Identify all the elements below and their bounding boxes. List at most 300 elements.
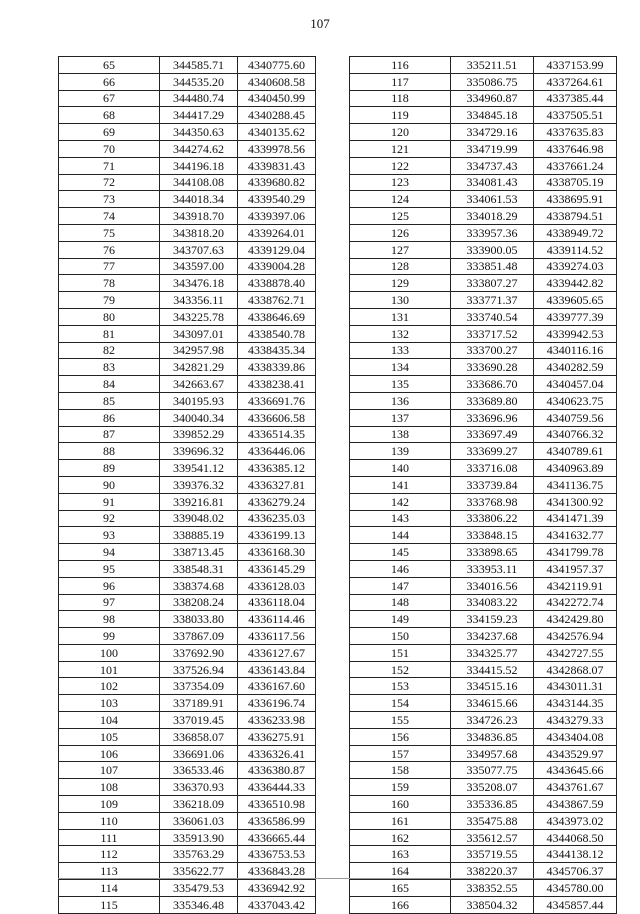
- table-row: [59, 644, 316, 661]
- point-number-cell: 162: [350, 829, 451, 846]
- x-coordinate-cell: 333699.27: [451, 443, 534, 460]
- table-row: [59, 678, 316, 695]
- y-coordinate-cell: 4337505.51: [534, 107, 617, 124]
- y-coordinate-cell: 4343973.02: [534, 812, 617, 829]
- y-coordinate-cell: 4336665.44: [238, 829, 316, 846]
- table-row: [59, 728, 316, 745]
- x-coordinate-cell: 335077.75: [451, 762, 534, 779]
- point-number-cell: 104: [59, 712, 160, 729]
- table-row: [350, 359, 617, 376]
- y-coordinate-cell: 4337635.83: [534, 124, 617, 141]
- table-row: [59, 577, 316, 594]
- table-row: [59, 560, 316, 577]
- x-coordinate-cell: 333851.48: [451, 258, 534, 275]
- table-row: [350, 292, 617, 309]
- x-coordinate-cell: 338504.32: [451, 896, 534, 913]
- y-coordinate-cell: 4338949.72: [534, 224, 617, 241]
- table-row: [59, 174, 316, 191]
- x-coordinate-cell: 333900.05: [451, 241, 534, 258]
- table-row: [350, 107, 617, 124]
- point-number-cell: 122: [350, 157, 451, 174]
- x-coordinate-cell: 334415.52: [451, 661, 534, 678]
- table-row: [350, 275, 617, 292]
- table-row: [350, 392, 617, 409]
- y-coordinate-cell: 4336586.99: [238, 812, 316, 829]
- x-coordinate-cell: 333768.98: [451, 493, 534, 510]
- point-number-cell: 75: [59, 224, 160, 241]
- point-number-cell: 123: [350, 174, 451, 191]
- table-row: [350, 493, 617, 510]
- x-coordinate-cell: 336061.03: [160, 812, 238, 829]
- point-number-cell: 69: [59, 124, 160, 141]
- y-coordinate-cell: 4340963.89: [534, 460, 617, 477]
- y-coordinate-cell: 4339978.56: [238, 140, 316, 157]
- table-row: [59, 661, 316, 678]
- point-number-cell: 165: [350, 880, 451, 897]
- table-row: [350, 57, 617, 74]
- x-coordinate-cell: 333689.80: [451, 392, 534, 409]
- y-coordinate-cell: 4343144.35: [534, 695, 617, 712]
- point-number-cell: 160: [350, 796, 451, 813]
- x-coordinate-cell: 335612.57: [451, 829, 534, 846]
- x-coordinate-cell: 339541.12: [160, 460, 238, 477]
- x-coordinate-cell: 333717.52: [451, 325, 534, 342]
- point-number-cell: 83: [59, 359, 160, 376]
- point-number-cell: 73: [59, 191, 160, 208]
- x-coordinate-cell: 334018.29: [451, 208, 534, 225]
- y-coordinate-cell: 4336143.84: [238, 661, 316, 678]
- y-coordinate-cell: 4336279.24: [238, 493, 316, 510]
- point-number-cell: 127: [350, 241, 451, 258]
- y-coordinate-cell: 4338878.40: [238, 275, 316, 292]
- x-coordinate-cell: 333957.36: [451, 224, 534, 241]
- y-coordinate-cell: 4340282.59: [534, 359, 617, 376]
- y-coordinate-cell: 4339605.65: [534, 292, 617, 309]
- point-number-cell: 106: [59, 745, 160, 762]
- table-row: [350, 560, 617, 577]
- x-coordinate-cell: 344108.08: [160, 174, 238, 191]
- table-row: [350, 577, 617, 594]
- y-coordinate-cell: 4340623.75: [534, 392, 617, 409]
- table-row: [59, 812, 316, 829]
- point-number-cell: 85: [59, 392, 160, 409]
- y-coordinate-cell: 4336446.06: [238, 443, 316, 460]
- x-coordinate-cell: 338220.37: [451, 863, 534, 880]
- x-coordinate-cell: 334237.68: [451, 628, 534, 645]
- y-coordinate-cell: 4341957.37: [534, 560, 617, 577]
- table-row: [59, 73, 316, 90]
- x-coordinate-cell: 343818.20: [160, 224, 238, 241]
- y-coordinate-cell: 4339264.01: [238, 224, 316, 241]
- table-row: [59, 493, 316, 510]
- x-coordinate-cell: 333739.84: [451, 476, 534, 493]
- x-coordinate-cell: 333696.96: [451, 409, 534, 426]
- x-coordinate-cell: 339216.81: [160, 493, 238, 510]
- table-row: [350, 846, 617, 863]
- x-coordinate-cell: 334325.77: [451, 644, 534, 661]
- y-coordinate-cell: 4339442.82: [534, 275, 617, 292]
- x-coordinate-cell: 335622.77: [160, 863, 238, 880]
- table-row: [350, 208, 617, 225]
- point-number-cell: 151: [350, 644, 451, 661]
- table-row: [350, 191, 617, 208]
- point-number-cell: 148: [350, 594, 451, 611]
- point-number-cell: 88: [59, 443, 160, 460]
- x-coordinate-cell: 344274.62: [160, 140, 238, 157]
- point-number-cell: 154: [350, 695, 451, 712]
- y-coordinate-cell: 4336606.58: [238, 409, 316, 426]
- y-coordinate-cell: 4336275.91: [238, 728, 316, 745]
- table-row: [350, 426, 617, 443]
- x-coordinate-cell: 334719.99: [451, 140, 534, 157]
- point-number-cell: 126: [350, 224, 451, 241]
- x-coordinate-cell: 343476.18: [160, 275, 238, 292]
- y-coordinate-cell: 4340457.04: [534, 376, 617, 393]
- x-coordinate-cell: 339696.32: [160, 443, 238, 460]
- y-coordinate-cell: 4336118.04: [238, 594, 316, 611]
- x-coordinate-cell: 335208.07: [451, 779, 534, 796]
- table-row: [59, 829, 316, 846]
- y-coordinate-cell: 4344068.50: [534, 829, 617, 846]
- point-number-cell: 82: [59, 342, 160, 359]
- point-number-cell: 105: [59, 728, 160, 745]
- y-coordinate-cell: 4345857.44: [534, 896, 617, 913]
- y-coordinate-cell: 4337153.99: [534, 57, 617, 74]
- table-row: [350, 611, 617, 628]
- point-number-cell: 124: [350, 191, 451, 208]
- y-coordinate-cell: 4336691.76: [238, 392, 316, 409]
- point-number-cell: 111: [59, 829, 160, 846]
- point-number-cell: 87: [59, 426, 160, 443]
- point-number-cell: 125: [350, 208, 451, 225]
- point-number-cell: 97: [59, 594, 160, 611]
- y-coordinate-cell: 4336514.35: [238, 426, 316, 443]
- y-coordinate-cell: 4338238.41: [238, 376, 316, 393]
- point-number-cell: 161: [350, 812, 451, 829]
- x-coordinate-cell: 334081.43: [451, 174, 534, 191]
- y-coordinate-cell: 4342272.74: [534, 594, 617, 611]
- point-number-cell: 137: [350, 409, 451, 426]
- table-row: [350, 460, 617, 477]
- x-coordinate-cell: 333898.65: [451, 544, 534, 561]
- point-number-cell: 91: [59, 493, 160, 510]
- table-row: [350, 779, 617, 796]
- table-row: [59, 846, 316, 863]
- point-number-cell: 99: [59, 628, 160, 645]
- table-row: [350, 174, 617, 191]
- y-coordinate-cell: 4342576.94: [534, 628, 617, 645]
- point-number-cell: 94: [59, 544, 160, 561]
- table-row: [350, 73, 617, 90]
- y-coordinate-cell: 4339129.04: [238, 241, 316, 258]
- x-coordinate-cell: 334515.16: [451, 678, 534, 695]
- table-row: [59, 392, 316, 409]
- y-coordinate-cell: 4340608.58: [238, 73, 316, 90]
- point-number-cell: 118: [350, 90, 451, 107]
- table-row: [59, 796, 316, 813]
- y-coordinate-cell: 4336233.98: [238, 712, 316, 729]
- y-coordinate-cell: 4339274.03: [534, 258, 617, 275]
- point-number-cell: 121: [350, 140, 451, 157]
- x-coordinate-cell: 337354.09: [160, 678, 238, 695]
- point-number-cell: 77: [59, 258, 160, 275]
- y-coordinate-cell: 4340135.62: [238, 124, 316, 141]
- point-number-cell: 86: [59, 409, 160, 426]
- point-number-cell: 71: [59, 157, 160, 174]
- x-coordinate-cell: 343225.78: [160, 308, 238, 325]
- table-row: [59, 342, 316, 359]
- point-number-cell: 65: [59, 57, 160, 74]
- table-row: [59, 460, 316, 477]
- y-coordinate-cell: 4336117.56: [238, 628, 316, 645]
- x-coordinate-cell: 334960.87: [451, 90, 534, 107]
- point-number-cell: 150: [350, 628, 451, 645]
- point-number-cell: 143: [350, 510, 451, 527]
- table-row: [59, 628, 316, 645]
- y-coordinate-cell: 4344138.12: [534, 846, 617, 863]
- table-row: [350, 342, 617, 359]
- x-coordinate-cell: 343918.70: [160, 208, 238, 225]
- y-coordinate-cell: 4339680.82: [238, 174, 316, 191]
- y-coordinate-cell: 4340775.60: [238, 57, 316, 74]
- y-coordinate-cell: 4338762.71: [238, 292, 316, 309]
- point-number-cell: 155: [350, 712, 451, 729]
- point-number-cell: 115: [59, 896, 160, 913]
- table-row: [59, 107, 316, 124]
- x-coordinate-cell: 336691.06: [160, 745, 238, 762]
- point-number-cell: 81: [59, 325, 160, 342]
- point-number-cell: 158: [350, 762, 451, 779]
- y-coordinate-cell: 4339397.06: [238, 208, 316, 225]
- y-coordinate-cell: 4339942.53: [534, 325, 617, 342]
- table-row: [59, 712, 316, 729]
- y-coordinate-cell: 4341632.77: [534, 527, 617, 544]
- point-number-cell: 142: [350, 493, 451, 510]
- point-number-cell: 70: [59, 140, 160, 157]
- table-row: [350, 90, 617, 107]
- y-coordinate-cell: 4338794.51: [534, 208, 617, 225]
- y-coordinate-cell: 4343867.59: [534, 796, 617, 813]
- table-row: [59, 426, 316, 443]
- x-coordinate-cell: 335719.55: [451, 846, 534, 863]
- table-row: [350, 628, 617, 645]
- y-coordinate-cell: 4336843.28: [238, 863, 316, 880]
- x-coordinate-cell: 333686.70: [451, 376, 534, 393]
- table-row: [59, 292, 316, 309]
- table-row: [59, 544, 316, 561]
- table-row: [350, 796, 617, 813]
- point-number-cell: 147: [350, 577, 451, 594]
- table-row: [350, 241, 617, 258]
- table-row: [59, 157, 316, 174]
- x-coordinate-cell: 342821.29: [160, 359, 238, 376]
- x-coordinate-cell: 335763.29: [160, 846, 238, 863]
- table-row: [59, 124, 316, 141]
- y-coordinate-cell: 4343529.97: [534, 745, 617, 762]
- point-number-cell: 117: [350, 73, 451, 90]
- point-number-cell: 79: [59, 292, 160, 309]
- x-coordinate-cell: 338208.24: [160, 594, 238, 611]
- point-number-cell: 119: [350, 107, 451, 124]
- x-coordinate-cell: 338352.55: [451, 880, 534, 897]
- y-coordinate-cell: 4345780.00: [534, 880, 617, 897]
- x-coordinate-cell: 337189.91: [160, 695, 238, 712]
- x-coordinate-cell: 335346.48: [160, 896, 238, 913]
- table-row: [350, 527, 617, 544]
- y-coordinate-cell: 4336235.03: [238, 510, 316, 527]
- table-row: [350, 880, 617, 897]
- point-number-cell: 157: [350, 745, 451, 762]
- point-number-cell: 144: [350, 527, 451, 544]
- point-number-cell: 107: [59, 762, 160, 779]
- table-row: [350, 224, 617, 241]
- y-coordinate-cell: 4336168.30: [238, 544, 316, 561]
- y-coordinate-cell: 4338435.34: [238, 342, 316, 359]
- y-coordinate-cell: 4338646.69: [238, 308, 316, 325]
- y-coordinate-cell: 4343279.33: [534, 712, 617, 729]
- y-coordinate-cell: 4343011.31: [534, 678, 617, 695]
- table-row: [350, 376, 617, 393]
- table-row: [59, 57, 316, 74]
- x-coordinate-cell: 344018.34: [160, 191, 238, 208]
- table-row: [350, 308, 617, 325]
- table-row: [350, 325, 617, 342]
- x-coordinate-cell: 337019.45: [160, 712, 238, 729]
- y-coordinate-cell: 4342119.91: [534, 577, 617, 594]
- point-number-cell: 163: [350, 846, 451, 863]
- y-coordinate-cell: 4341300.92: [534, 493, 617, 510]
- y-coordinate-cell: 4340288.45: [238, 107, 316, 124]
- x-coordinate-cell: 337867.09: [160, 628, 238, 645]
- point-number-cell: 159: [350, 779, 451, 796]
- y-coordinate-cell: 4336128.03: [238, 577, 316, 594]
- x-coordinate-cell: 344585.71: [160, 57, 238, 74]
- y-coordinate-cell: 4339114.52: [534, 241, 617, 258]
- y-coordinate-cell: 4339777.39: [534, 308, 617, 325]
- table-row: [350, 510, 617, 527]
- point-number-cell: 67: [59, 90, 160, 107]
- x-coordinate-cell: 336218.09: [160, 796, 238, 813]
- table-row: [59, 527, 316, 544]
- table-row: [59, 779, 316, 796]
- table-row: [59, 510, 316, 527]
- point-number-cell: 76: [59, 241, 160, 258]
- y-coordinate-cell: 4341136.75: [534, 476, 617, 493]
- y-coordinate-cell: 4339540.29: [238, 191, 316, 208]
- y-coordinate-cell: 4345706.37: [534, 863, 617, 880]
- point-number-cell: 139: [350, 443, 451, 460]
- x-coordinate-cell: 338548.31: [160, 560, 238, 577]
- x-coordinate-cell: 340195.93: [160, 392, 238, 409]
- y-coordinate-cell: 4337646.98: [534, 140, 617, 157]
- table-row: [350, 829, 617, 846]
- x-coordinate-cell: 337692.90: [160, 644, 238, 661]
- table-row: [350, 745, 617, 762]
- point-number-cell: 101: [59, 661, 160, 678]
- point-number-cell: 72: [59, 174, 160, 191]
- point-number-cell: 112: [59, 846, 160, 863]
- table-row: [350, 661, 617, 678]
- table-row: [59, 275, 316, 292]
- x-coordinate-cell: 344417.29: [160, 107, 238, 124]
- table-row: [350, 157, 617, 174]
- x-coordinate-cell: 343707.63: [160, 241, 238, 258]
- table-row: [59, 308, 316, 325]
- table-row: [59, 325, 316, 342]
- table-row: [350, 678, 617, 695]
- y-coordinate-cell: 4336385.12: [238, 460, 316, 477]
- y-coordinate-cell: 4336380.87: [238, 762, 316, 779]
- x-coordinate-cell: 338713.45: [160, 544, 238, 561]
- x-coordinate-cell: 340040.34: [160, 409, 238, 426]
- y-coordinate-cell: 4339831.43: [238, 157, 316, 174]
- y-coordinate-cell: 4338695.91: [534, 191, 617, 208]
- point-number-cell: 95: [59, 560, 160, 577]
- point-number-cell: 74: [59, 208, 160, 225]
- x-coordinate-cell: 342957.98: [160, 342, 238, 359]
- y-coordinate-cell: 4336326.41: [238, 745, 316, 762]
- x-coordinate-cell: 335086.75: [451, 73, 534, 90]
- y-coordinate-cell: 4340116.16: [534, 342, 617, 359]
- bottom-rule: [58, 878, 616, 879]
- table-row: [350, 812, 617, 829]
- y-coordinate-cell: 4340450.99: [238, 90, 316, 107]
- x-coordinate-cell: 343097.01: [160, 325, 238, 342]
- x-coordinate-cell: 333700.27: [451, 342, 534, 359]
- x-coordinate-cell: 334729.16: [451, 124, 534, 141]
- x-coordinate-cell: 334836.85: [451, 728, 534, 745]
- table-row: [59, 880, 316, 897]
- x-coordinate-cell: 335479.53: [160, 880, 238, 897]
- table-row: [59, 90, 316, 107]
- x-coordinate-cell: 337526.94: [160, 661, 238, 678]
- point-number-cell: 98: [59, 611, 160, 628]
- point-number-cell: 131: [350, 308, 451, 325]
- table-row: [59, 594, 316, 611]
- y-coordinate-cell: 4341799.78: [534, 544, 617, 561]
- y-coordinate-cell: 4336145.29: [238, 560, 316, 577]
- point-number-cell: 110: [59, 812, 160, 829]
- point-number-cell: 66: [59, 73, 160, 90]
- point-number-cell: 149: [350, 611, 451, 628]
- y-coordinate-cell: 4340759.56: [534, 409, 617, 426]
- table-row: [350, 476, 617, 493]
- y-coordinate-cell: 4337264.61: [534, 73, 617, 90]
- table-row: [59, 140, 316, 157]
- point-number-cell: 109: [59, 796, 160, 813]
- x-coordinate-cell: 333848.15: [451, 527, 534, 544]
- y-coordinate-cell: 4337661.24: [534, 157, 617, 174]
- point-number-cell: 113: [59, 863, 160, 880]
- page-number: 107: [310, 16, 330, 31]
- point-number-cell: 96: [59, 577, 160, 594]
- x-coordinate-cell: 339376.32: [160, 476, 238, 493]
- table-row: [59, 241, 316, 258]
- point-number-cell: 129: [350, 275, 451, 292]
- x-coordinate-cell: 334016.56: [451, 577, 534, 594]
- point-number-cell: 89: [59, 460, 160, 477]
- x-coordinate-cell: 344480.74: [160, 90, 238, 107]
- point-number-cell: 136: [350, 392, 451, 409]
- y-coordinate-cell: 4336753.53: [238, 846, 316, 863]
- x-coordinate-cell: 338374.68: [160, 577, 238, 594]
- table-row: [59, 258, 316, 275]
- x-coordinate-cell: 344196.18: [160, 157, 238, 174]
- table-row: [350, 644, 617, 661]
- y-coordinate-cell: 4340789.61: [534, 443, 617, 460]
- point-number-cell: 152: [350, 661, 451, 678]
- x-coordinate-cell: 334615.66: [451, 695, 534, 712]
